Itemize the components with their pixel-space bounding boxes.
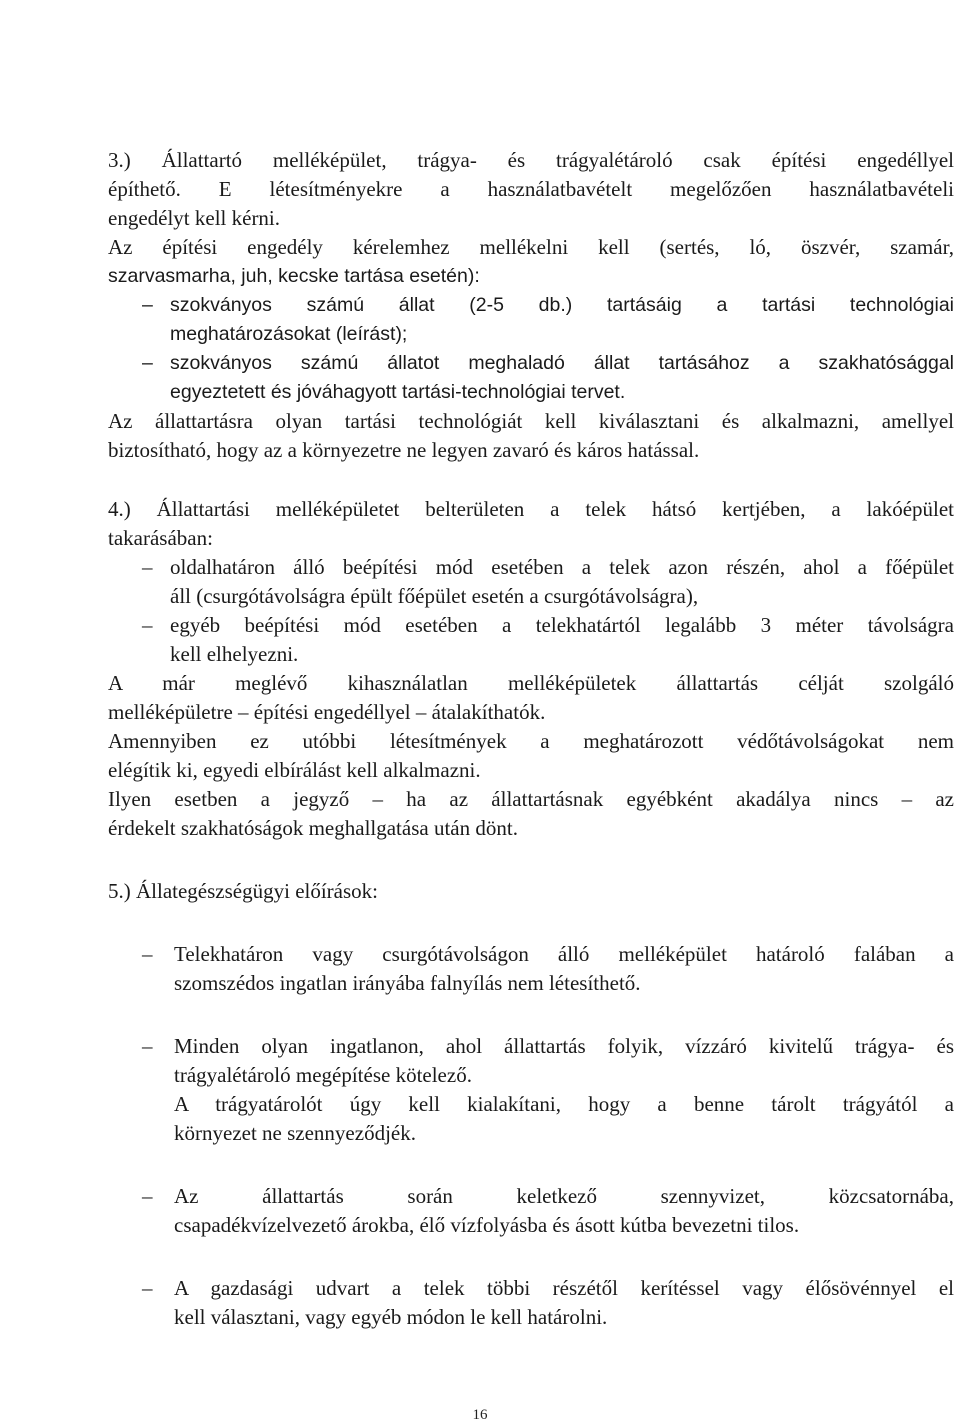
item-line — [108, 1061, 954, 1090]
section-3-closing-line: biztosítható, hogy az a környezetre ne legyen zavaró és káros hatással. — [108, 438, 700, 462]
item-line — [108, 1303, 954, 1332]
item-text: Az állattartás során keletkező szennyvizet, közcsatornába, — [174, 1184, 954, 1208]
section-5-item — [108, 1182, 954, 1240]
bullet-text: meghatározásokat (leírást); — [170, 323, 408, 345]
item-text: környezet ne szennyeződjék. — [174, 1121, 416, 1145]
section-3-bullet-cont — [108, 378, 954, 407]
page-number: 16 — [472, 1407, 488, 1423]
dash-marker: – — [142, 1034, 153, 1058]
section-3-bullet — [108, 349, 954, 378]
item-line — [108, 1119, 954, 1148]
bullet-text: szokványos számú állatot meghaladó állat tartásához a szakhatósággal — [170, 352, 954, 374]
section-4-paragraph-line: érdekelt szakhatóságok meghallgatása után dönt. — [108, 816, 518, 840]
spacer — [108, 465, 954, 495]
section-3-bullet-cont — [108, 320, 954, 349]
section-5 — [108, 877, 954, 1332]
section-4-paragraph-line: melléképületre – építési engedéllyel – átalakíthatók. — [108, 700, 546, 724]
document-page — [108, 146, 954, 1332]
item-line — [108, 1211, 954, 1240]
section-4-paragraph-line: A már meglévő kihasználatlan melléképületek állattartás célját szolgáló — [108, 671, 954, 695]
section-3-line: Az építési engedély kérelemhez mellékelni kell (sertés, ló, öszvér, szamár, — [108, 235, 954, 259]
section-4-line: takarásában: — [108, 526, 213, 550]
section-4-paragraph-line: elégítik ki, egyedi elbírálást kell alkalmazni. — [108, 758, 481, 782]
section-3-line: szarvasmarha, juh, kecske tartása esetén): — [108, 265, 480, 287]
dash-marker: – — [142, 942, 153, 966]
item-line — [108, 1090, 954, 1119]
spacer — [108, 998, 954, 1032]
section-5-heading: 5.) Állategészségügyi előírások: — [108, 879, 379, 903]
bullet-text: szokványos számú állat (2-5 db.) tartásáig a tartási technológiai — [170, 294, 954, 316]
section-4-paragraph-line: Ilyen esetben a jegyző – ha az állattartásnak egyébként akadálya nincs – az — [108, 787, 954, 811]
item-text: Telekhatáron vagy csurgótávolságon álló melléképület határoló falában a — [174, 942, 954, 966]
dash-marker: – — [142, 1184, 153, 1208]
section-3-line: engedélyt kell kérni. — [108, 206, 281, 230]
dash-marker: – — [142, 1276, 153, 1300]
section-4-bullet-cont — [108, 640, 954, 669]
item-text: trágyalétároló megépítése kötelező. — [174, 1063, 472, 1087]
section-5-item — [108, 1032, 954, 1148]
bullet-text: egyeztetett és jóváhagyott tartási-technológiai tervet. — [170, 381, 626, 403]
item-text: A gazdasági udvart a telek többi részétől kerítéssel vagy élősövénnyel el — [174, 1276, 954, 1300]
dash-marker: – — [142, 294, 153, 316]
section-4-bullet-cont — [108, 582, 954, 611]
item-text: Minden olyan ingatlanon, ahol állattartás folyik, vízzáró kivitelű trágya- és — [174, 1034, 954, 1058]
section-4-bullet — [108, 611, 954, 640]
dash-marker: – — [142, 613, 153, 637]
item-text: A trágyatárolót úgy kell kialakítani, hogy a benne tárolt trágyától a — [174, 1092, 954, 1116]
bullet-text: áll (csurgótávolságra épült főépület esetén a csurgótávolságra), — [170, 584, 699, 608]
spacer — [108, 906, 954, 940]
section-3-bullet — [108, 291, 954, 320]
item-text: kell választani, vagy egyéb módon le kell határolni. — [174, 1305, 608, 1329]
bullet-text: egyéb beépítési mód esetében a telekhatártól legalább 3 méter távolságra — [170, 613, 954, 637]
spacer — [108, 843, 954, 877]
section-4-bullet — [108, 553, 954, 582]
item-line — [108, 1182, 954, 1211]
section-4-line: 4.) Állattartási melléképületet belterületen a telek hátsó kertjében, a lakóépület — [108, 497, 954, 521]
bullet-text: kell elhelyezni. — [170, 642, 299, 666]
section-5-item — [108, 1274, 954, 1332]
section-3 — [108, 146, 954, 465]
section-5-item — [108, 940, 954, 998]
section-3-line: 3.) Állattartó melléképület, trágya- és trágyalétároló csak építési engedéllyel — [108, 148, 954, 172]
item-text: szomszédos ingatlan irányába falnyílás nem létesíthető. — [174, 971, 641, 995]
item-line — [108, 940, 954, 969]
section-4-paragraph-line: Amennyiben ez utóbbi létesítmények a meghatározott védőtávolságokat nem — [108, 729, 954, 753]
section-3-closing-line: Az állattartásra olyan tartási technológiát kell kiválasztani és alkalmazni, amellyel — [108, 409, 954, 433]
spacer — [108, 1240, 954, 1274]
section-4 — [108, 495, 954, 843]
spacer — [108, 1148, 954, 1182]
item-line — [108, 1274, 954, 1303]
item-text: csapadékvízelvezető árokba, élő vízfolyásba és ásott kútba bevezetni tilos. — [174, 1213, 800, 1237]
bullet-text: oldalhatáron álló beépítési mód esetében a telek azon részén, ahol a főépület — [170, 555, 954, 579]
dash-marker: – — [142, 352, 153, 374]
item-line — [108, 969, 954, 998]
item-line — [108, 1032, 954, 1061]
section-3-line: építhető. E létesítményekre a használatbavételt megelőzően használatbavételi — [108, 177, 954, 201]
dash-marker: – — [142, 555, 153, 579]
